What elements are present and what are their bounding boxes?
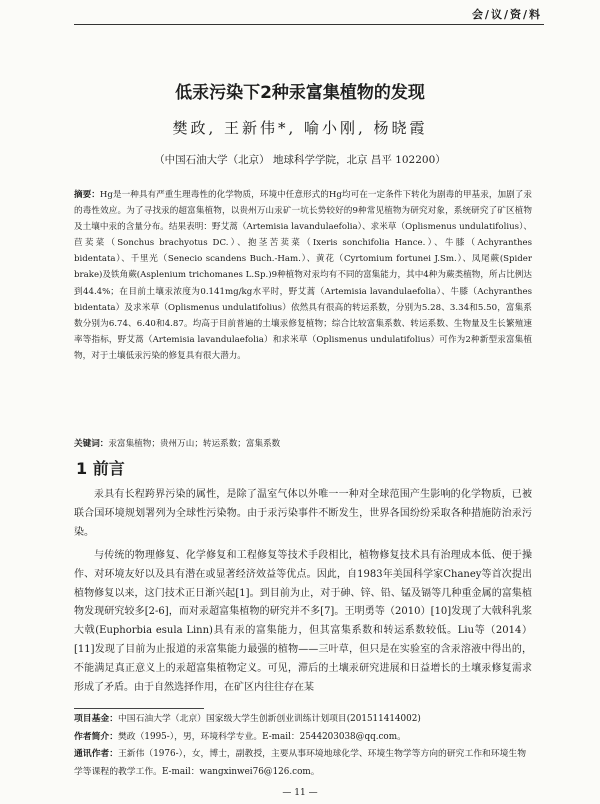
body-text xyxy=(74,486,532,702)
section-heading: 1 前言 xyxy=(76,459,125,478)
paper-title: 低汞污染下2种汞富集植物的发现 xyxy=(175,83,425,103)
abstract-label: 摘要： xyxy=(74,190,100,200)
affiliation: （中国石油大学（北京） 地球科学学院，北京 昌平 102200） xyxy=(154,154,446,166)
abstract xyxy=(74,187,532,364)
paragraph: 与传统的物理修复、化学修复和工程修复等技术手段相比，植物修复技术具有治理成本低、便于操作、对环境友好以及具有潜在或显著经济效益等优点。因此，自1983年美国科学家Chaney等首次提出植物修复以来，这门技术正日渐兴起[1]。到目前为止，对于砷、锌、铅、锰及镉等几种重金属的富集植物发现研究较多[2-6]，而对汞超富集植物的研究并不多[7]。王明勇等（2010）[10]发现了大戟科乳浆大戟(Euphorbia esula Linn)具有汞的富集能力，但其富集系数和转运系数较低。Liu等（2014）[11]发现了目前为止报道的汞富集能力最强的植物——三叶草，但只是在实验室的含汞溶液中得出的，不能满足真正意义上的汞超富集植物定义。可见，滞后的土壤汞研究进展和日益增长的土壤汞修复需求形成了矛盾。由于自然选择作用，在矿区内往往存在某 xyxy=(74,549,532,694)
keywords-text: 汞富集植物；贵州万山；转运系数；富集系数 xyxy=(108,439,281,449)
footnote-funding: 项目基金：中国石油大学（北京）国家级大学生创新创业训练计划项目(201511414002) xyxy=(74,714,421,724)
keywords-label: 关键词： xyxy=(74,439,109,449)
footnote-corresponding: 通讯作者：王新伟（1976-），女，博士，副教授，主要从事环境地球化学、环境生物学等方向的研究工作和环境生物学等课程的教学工作。E-mail：wangxinwei76@126.com。 xyxy=(74,749,527,777)
author-list: 樊政, 王新伟*, 喻小刚, 杨晓霞 xyxy=(172,119,428,137)
header-rule xyxy=(74,24,544,25)
footnote-rule xyxy=(74,708,204,709)
section-tag: 会/议/资/料 xyxy=(471,8,542,21)
abstract-text: Hg是一种具有严重生理毒性的化学物质，环境中任意形式的Hg均可在一定条件下转化为剧毒的甲基汞，加剧了汞的毒性效应。为了寻找汞的超富集植物，以贵州万山汞矿一坑长势较好的9种常见植物为研究对象，系统研究了矿区植物及土壤中汞的含量分布。结果表明：野艾蒿（Artemisia lavandulaefolia）、求米草（Oplismenus undulatifolius）、苣荬菜（Sonchus brachyotus DC.）、抱茎苦荬菜（Ixeris sonchifolia Hance.）、牛膝（Achyranthes bidentata）、千里光（Senecio scandens Buch.-Ham.）、黄花（Cyrtomium fortunei J.Sm.）、凤尾蕨(Spider brake)及铁角蕨(Asplenium trichomanes L.Sp.)9种植物对汞均有不同的富集能力，其中4种为蕨类植物，所占比例达到44.4%；在目前土壤汞浓度为0.141mg/kg水平时，野艾蒿（Artemisia lavandulaefolia）、牛膝（Achyranthes bidentata）及求米草（Oplismenus undulatifolius）依然具有很高的转运系数，分别为5.28、3.34和5.50，富集系数分别为6.74、6.40和4.87。均高于目前普遍的土壤汞修复植物；综合比较富集系数、转运系数、生物量及生长繁殖速率等指标，野艾蒿（Artemisia lavandulaefolia）和求米草（Oplismenus undulatifolius）可作为2种新型汞富集植物，对于土壤低汞污染的修复具有很大潜力。 xyxy=(74,190,532,361)
paragraph: 汞具有长程跨界污染的属性，是除了温室气体以外唯一一种对全球范围产生影响的化学物质，已被联合国环境规划署列为全球性污染物。由于汞污染事件不断发生，世界各国纷纷采取各种措施防治汞污染。 xyxy=(74,489,532,538)
keywords xyxy=(74,437,532,449)
page-number: — 11 — xyxy=(282,788,318,798)
footnote-author: 作者简介：樊政（1995-），男，环境科学专业。E-mail：2544203038@qq.com。 xyxy=(74,731,406,742)
footnotes xyxy=(74,711,534,781)
